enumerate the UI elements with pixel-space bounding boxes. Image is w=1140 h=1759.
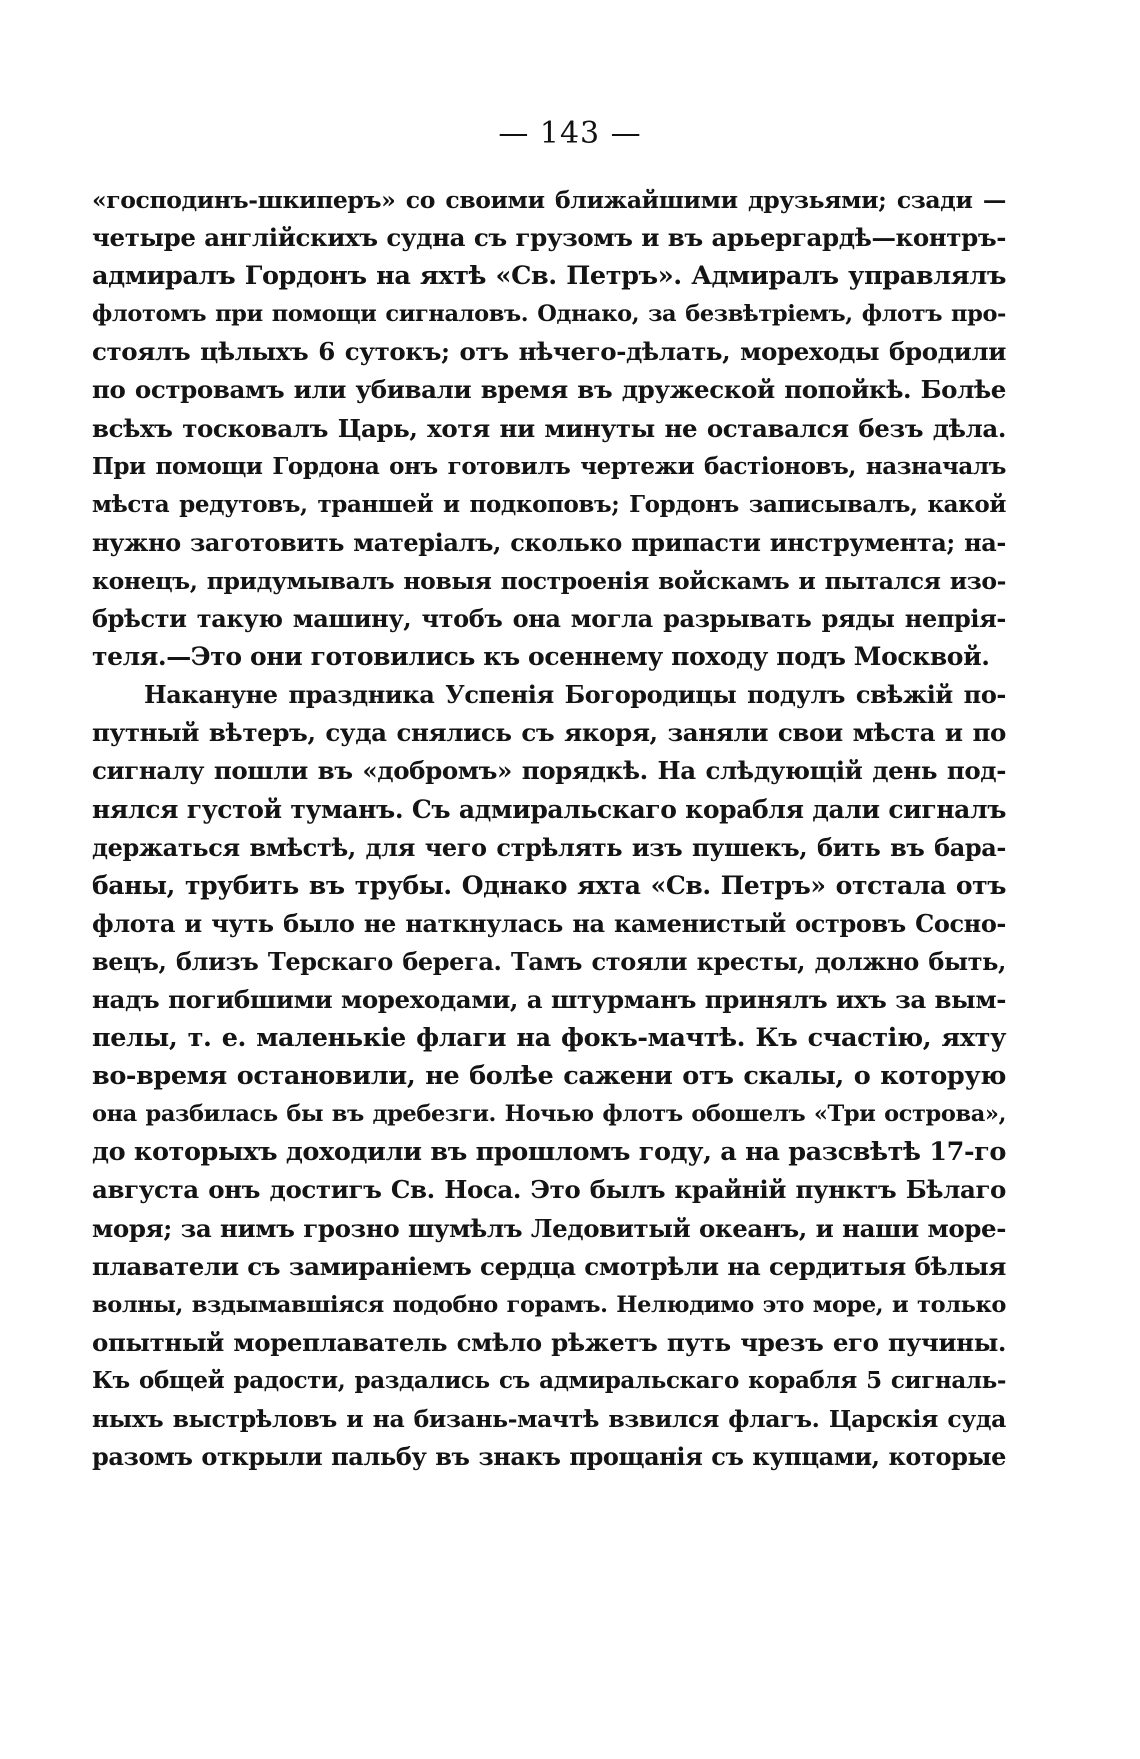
text-line: августа онъ достигъ Св. Носа. Это былъ крайній пунктъ Бѣлаго [92,1175,1006,1205]
text-line: нялся густой туманъ. Съ адмиральскаго корабля дали сигналъ [92,794,1006,824]
text-line: брѣсти такую машину, чтобъ она могла разрывать ряды непрія- [92,604,1006,634]
text-line: путный вѣтеръ, суда снялись съ якоря, заняли свои мѣста и по [92,718,1006,748]
body-text [92,181,1006,1476]
text-line: Накануне праздника Успенія Богородицы подулъ свѣжій по- [144,680,1006,710]
text-line: моря; за нимъ грозно шумѣлъ Ледовитый океанъ, и наши море- [92,1213,1006,1243]
text-line: стоялъ цѣлыхъ 6 сутокъ; отъ нѣчего-дѣлать, мореходы бродили [92,337,1006,367]
text-line: ныхъ выстрѣловъ и на бизань-мачтѣ взвился флагъ. Царскія суда [92,1405,1006,1433]
page-number: — 143 — [498,116,642,151]
text-line: пелы, т. е. маленькіе флаги на фокъ-мачтѣ. Къ счастію, яхту [92,1023,1006,1054]
text-line: по островамъ или убивали время въ дружеской попойкѣ. Болѣе [92,375,1006,405]
text-line: разомъ открыли пальбу въ знакъ прощанія съ купцами, которые [92,1442,1006,1472]
text-line: Къ общей радости, раздались съ адмиральскаго корабля 5 сигналь- [92,1366,1006,1394]
text-line: При помощи Гордона онъ готовилъ чертежи бастіоновъ, назначалъ [92,452,1006,480]
paragraph-2 [92,676,1006,1476]
text-line: держаться вмѣстѣ, для чего стрѣлять изъ пушекъ, бить въ бара- [92,832,1006,862]
text-line: адмиралъ Гордонъ на яхтѣ «Св. Петръ». Адмиралъ управлялъ [92,261,1006,292]
text-line: флота и чуть было не наткнулась на каменистый островъ Сосно- [92,908,1006,938]
text-line: четыре англійскихъ судна съ грузомъ и въ арьергардѣ—контръ- [92,223,1006,253]
text-line: опытный мореплаватель смѣло рѣжетъ путь чрезъ его пучины. [92,1327,1006,1357]
text-line: конецъ, придумывалъ новыя построенія войскамъ и пытался изо- [92,566,1006,595]
text-line: она разбилась бы въ дребезги. Ночью флотъ обошелъ «Три острова», [92,1101,1006,1128]
text-line: флотомъ при помощи сигналовъ. Однако, за безвѣтріемъ, флотъ про- [92,301,1006,328]
text-line: нужно заготовить матеріалъ, сколько припасти инструмента; на- [92,527,1006,557]
text-line: надъ погибшими мореходами, а штурманъ принялъ ихъ за вым- [92,984,1006,1014]
text-line: теля.—Это они готовились къ осеннему походу подъ Москвой. [92,642,990,672]
text-line: до которыхъ доходили въ прошломъ году, а на разсвѣтѣ 17-го [92,1137,1006,1168]
text-line: всѣхъ тосковалъ Царь, хотя ни минуты не оставался безъ дѣла. [92,413,1006,443]
text-line: «господинъ-шкиперъ» со своими ближайшими друзьями; сзади — [92,186,1006,214]
text-line: волны, вздымавшіяся подобно горамъ. Нелюдимо это море, и только [92,1291,1006,1318]
text-line: сигналу пошли въ «добромъ» порядкѣ. На слѣдующій день под- [92,756,1006,786]
text-line: вецъ, близъ Терскаго берега. Тамъ стояли кресты, должно быть, [92,946,1006,976]
text-line: мѣста редутовъ, траншей и подкоповъ; Гордонъ записывалъ, какой [92,490,1006,518]
text-line: во-время остановили, не болѣе сажени отъ скалы, о которую [92,1061,1006,1092]
paragraph-1 [92,181,1006,676]
text-line: баны, трубить въ трубы. Однако яхта «Св. Петръ» отстала отъ [92,870,1006,900]
text-line: плаватели съ замираніемъ сердца смотрѣли на сердитыя бѣлыя [92,1251,1006,1281]
